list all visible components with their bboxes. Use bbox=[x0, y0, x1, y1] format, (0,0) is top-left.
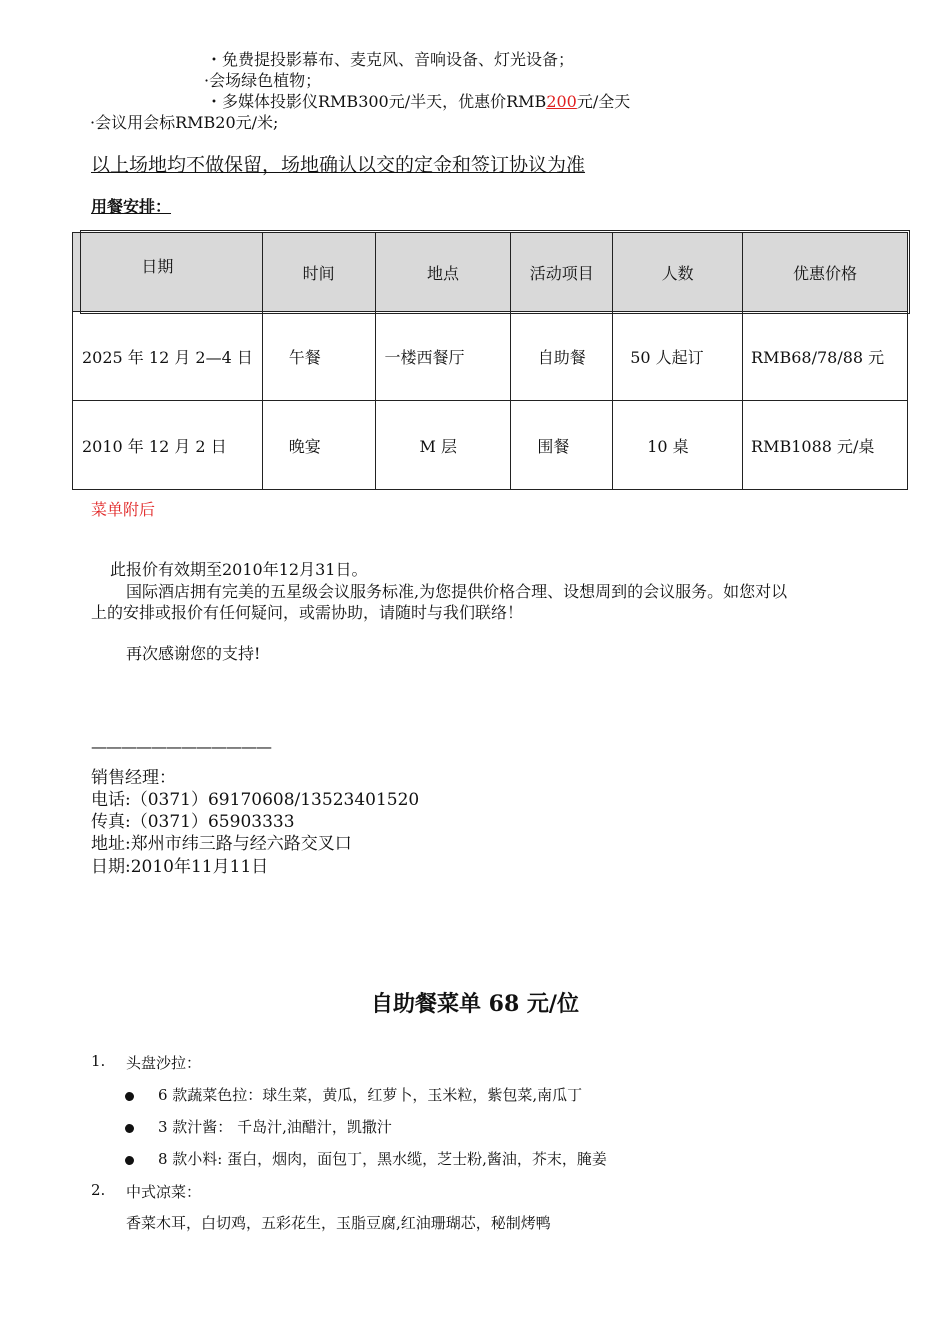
cell-location: 一楼西餐厅 bbox=[375, 312, 511, 401]
list-item bbox=[125, 1148, 607, 1169]
cell-price: RMB68/78/88 元 bbox=[743, 312, 908, 401]
facility-line-1: ・免费提投影幕布、麦克风、音响设备、灯光设备； bbox=[206, 50, 575, 69]
section-label: 中式凉菜： bbox=[126, 1183, 202, 1201]
facility-line-2: ·会场绿色植物； bbox=[204, 71, 322, 90]
header-location: 地点 bbox=[375, 233, 511, 312]
cell-location: M 层 bbox=[375, 401, 511, 490]
cell-date: 2010 年 12 月 2 日 bbox=[73, 401, 263, 490]
fax: 传真:（0371）65903333 bbox=[91, 812, 295, 832]
thanks-text: 再次感谢您的支持! bbox=[126, 644, 261, 663]
section-number: 2. bbox=[91, 1181, 106, 1199]
date: 日期:2010年11月11日 bbox=[91, 857, 269, 877]
dining-heading: 用餐安排： bbox=[91, 197, 172, 216]
table-header-row bbox=[73, 233, 908, 312]
bullet-icon bbox=[125, 1092, 134, 1101]
dining-table bbox=[72, 232, 908, 490]
address: 地址:郑州市纬三路与经六路交叉口 bbox=[91, 834, 352, 854]
cell-activity: 围餐 bbox=[511, 401, 613, 490]
header-headcount: 人数 bbox=[613, 233, 743, 312]
phone: 电话:（0371）69170608/13523401520 bbox=[91, 790, 420, 810]
cell-headcount: 50 人起订 bbox=[613, 312, 743, 401]
facility-line-4: ·会议用会标RMB20元/米; bbox=[90, 113, 279, 132]
menu-note: 菜单附后 bbox=[91, 500, 156, 519]
reservation-notice: 以上场地均不做保留，场地确认以交的定金和签订协议为准 bbox=[91, 154, 586, 176]
cell-time: 晚宴 bbox=[262, 401, 375, 490]
table-row bbox=[73, 401, 908, 490]
section-number: 1. bbox=[91, 1052, 106, 1070]
list-item bbox=[125, 1084, 582, 1105]
list-item bbox=[125, 1116, 392, 1137]
closing-paragraph-line-2: 上的安排或报价有任何疑问，或需协助，请随时与我们联络！ bbox=[91, 603, 524, 622]
cold-dishes-list: 香菜木耳，白切鸡，五彩花生，玉脂豆腐,红油珊瑚芯，秘制烤鸭 bbox=[126, 1214, 551, 1232]
header-activity: 活动项目 bbox=[511, 233, 613, 312]
discount-price: 200 bbox=[546, 92, 577, 111]
cell-headcount: 10 桌 bbox=[613, 401, 743, 490]
header-price: 优惠价格 bbox=[743, 233, 908, 312]
cell-activity: 自助餐 bbox=[511, 312, 613, 401]
table-row bbox=[73, 312, 908, 401]
list-item-text: 3 款汁酱： 千岛汁,油醋汁，凯撒汁 bbox=[158, 1118, 392, 1136]
list-item-text: 8 款小料: 蛋白，烟肉，面包丁，黑水缆，芝士粉,酱油，芥末，腌姜 bbox=[158, 1150, 607, 1168]
cell-price: RMB1088 元/桌 bbox=[743, 401, 908, 490]
facility-line-3-prefix: ・多媒体投影仪RMB300元/半天，优惠价RMB bbox=[206, 92, 547, 111]
validity-text: 此报价有效期至2010年12月31日。 bbox=[110, 560, 368, 579]
cell-time: 午餐 bbox=[262, 312, 375, 401]
section-label: 头盘沙拉： bbox=[126, 1054, 202, 1072]
sales-manager: 销售经理： bbox=[91, 768, 176, 788]
list-item-text: 6 款蔬菜色拉：球生菜，黄瓜，红萝卜，玉米粒，紫包菜,南瓜丁 bbox=[158, 1086, 583, 1104]
cell-date: 2025 年 12 月 2—4 日 bbox=[73, 312, 263, 401]
header-date: 日期 bbox=[73, 233, 263, 312]
closing-paragraph-line-1: 国际酒店拥有完美的五星级会议服务标准,为您提供价格合理、设想周到的会议服务。如您对以 bbox=[126, 582, 788, 601]
bullet-icon bbox=[125, 1156, 134, 1165]
signature-line: ———————————— bbox=[91, 737, 271, 756]
menu-title: 自助餐菜单 68 元/位 bbox=[371, 991, 579, 1017]
header-time: 时间 bbox=[262, 233, 375, 312]
bullet-icon bbox=[125, 1124, 134, 1133]
facility-line-3 bbox=[206, 89, 630, 112]
facility-line-3-suffix: 元/全天 bbox=[576, 92, 631, 111]
